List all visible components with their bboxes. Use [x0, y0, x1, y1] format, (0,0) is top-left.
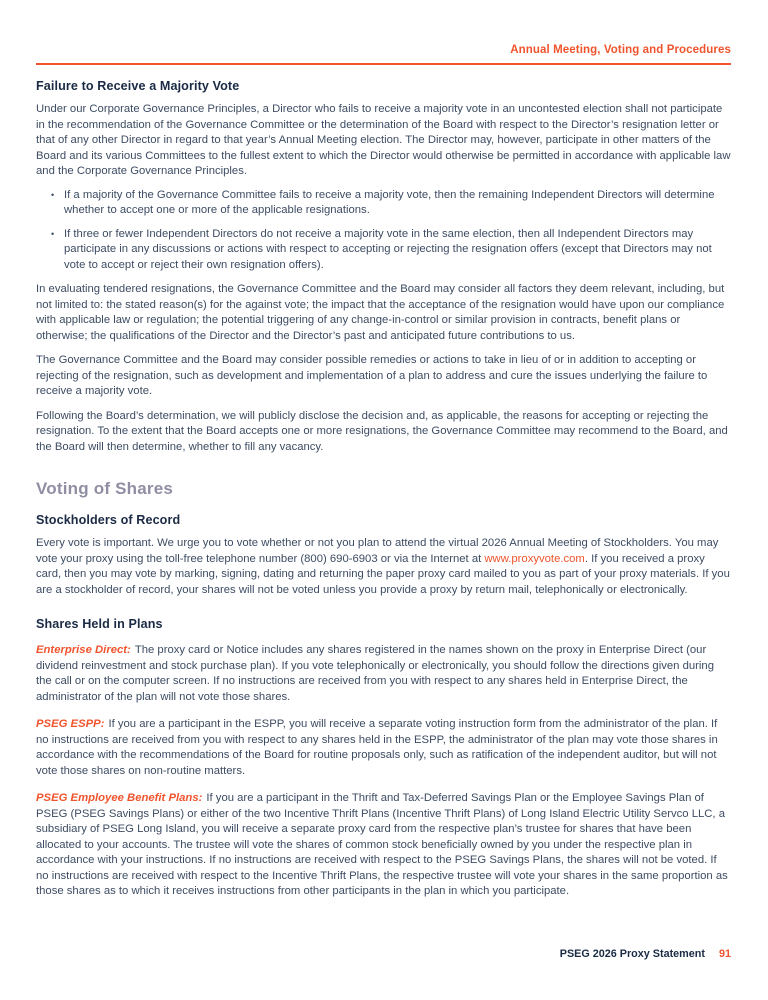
- pseg-employee-benefit-plans-lead: PSEG Employee Benefit Plans:: [36, 792, 203, 804]
- bullet-text: If a majority of the Governance Committee fails to receive a majority vote, then the remaining Independent Directors will determine whether to accept one or more of the applicable resignations.: [64, 188, 715, 216]
- bullet-text: If three or fewer Independent Directors do not receive a majority vote in the same election, then all Independent Directors may participate in any discussions or actions with respect to accepting or rejecting the resignation offers (except that Directors may not vote to accept or reject their own resignation offers).: [64, 227, 712, 271]
- paragraph-remedies: The Governance Committee and the Board may consider possible remedies or actions to take in lieu of or in addition to accepting or rejecting of the resignation, such as development and implementation of a plan to address and cure the issues underlying the failure to receive a majority vote.: [36, 354, 708, 397]
- breadcrumb-label: Annual Meeting, Voting and Procedures: [510, 44, 731, 56]
- page-footer: [560, 948, 731, 960]
- heading-voting-of-shares: Voting of Shares: [36, 479, 174, 498]
- enterprise-direct-lead: Enterprise Direct:: [36, 644, 131, 656]
- stockholders-text-before-link: Every vote is important. We urge you to vote whether or not you plan to attend the virtual 2026 Annual Meeting of Stockholders. You may vote your proxy using the toll-free telephone number (800) 690-6903 or via the Internet at: [36, 537, 719, 565]
- list-item: [51, 227, 731, 274]
- heading-stockholders-of-record: Stockholders of Record: [36, 513, 181, 527]
- paragraph-pseg-espp: [36, 717, 731, 779]
- paragraph-majority-vote-intro: Under our Corporate Governance Principles, a Director who fails to receive a majority vote in an uncontested election shall not participate in the recommendation of the Governance Committee or the determination of the Board with respect to the Director’s resignation letter or that of any other Director in regard to that year’s Annual Meeting election. The Director may, however, participate in other matters of the Board and its various Committees to the fullest extent to which the Director would otherwise be permitted in accordance with applicable law and the Corporate Governance Principles.: [36, 103, 731, 177]
- page-number: 91: [718, 948, 731, 960]
- pseg-espp-lead: PSEG ESPP:: [36, 718, 105, 730]
- paragraph-evaluating-resignations: In evaluating tendered resignations, the Governance Committee and the Board may consider all factors they deem relevant, including, but not limited to: the stated reason(s) for the against vote; the impact that the acceptance of the resignation would have upon our compliance with applicable law or regulation; the potential triggering of any change-in-control or similar provision in contracts, benefit plans or otherwise; the qualifications of the Director and the Director’s past and anticipated future contributions to us.: [36, 283, 725, 342]
- proxyvote-link[interactable]: www.proxyvote.com: [484, 552, 585, 565]
- paragraph-following-determination: Following the Board’s determination, we will publicly disclose the decision and, as applicable, the reasons for accepting or rejecting the resignation. To the extent that the Board accepts one or more resignations, the Governance Committee may recommend to the Board, and the Board will then determine, whether to fill any vacancy.: [36, 409, 728, 453]
- heading-shares-held-in-plans: Shares Held in Plans: [36, 617, 163, 631]
- bullet-icon: •: [51, 228, 55, 239]
- list-item: [51, 188, 731, 219]
- heading-failure-majority-vote: Failure to Receive a Majority Vote: [36, 79, 240, 93]
- breadcrumb: [36, 44, 731, 65]
- bullet-icon: •: [51, 189, 55, 200]
- pseg-espp-text: If you are a participant in the ESPP, you will receive a separate voting instruction form from the administrator of the plan. If no instructions are received from you with respect to any shares held in the ESPP, the administrator of the plan may vote those shares in accordance with the recommendations of the Board for routine proposals only, such as ratification of the independent auditor, but will not vote those shares on non-routine matters.: [36, 718, 718, 777]
- paragraph-enterprise-direct: [36, 643, 731, 705]
- paragraph-stockholders-of-record: [36, 536, 731, 598]
- paragraph-pseg-employee-benefit-plans: [36, 791, 731, 900]
- footer-label: PSEG 2026 Proxy Statement: [559, 948, 705, 960]
- enterprise-direct-text: The proxy card or Notice includes any shares registered in the names shown on the proxy in Enterprise Direct (our dividend reinvestment and stock purchase plan). If you vote telephonically or electronically, you should follow the directions given during the call or on the computer screen. If no instructions are received from you with respect to any shares held in Enterprise Direct, the administrator of the plan will not vote those shares.: [36, 644, 714, 703]
- stockholders-text-after-link: . If you received a proxy card, then you may vote by marking, signing, dating and returning the paper proxy card mailed to you as part of your proxy materials. If you are a stockholder of record, your shares will not be voted unless you provide a proxy by return mail, telephonically or electronically.: [36, 552, 730, 596]
- pseg-employee-benefit-plans-text: If you are a participant in the Thrift and Tax-Deferred Savings Plan or the Employee Savings Plan of PSEG (PSEG Savings Plans) or either of the two Incentive Thrift Plans (Incentive Thrift Plans) of Long Island Electric Utility Servco LLC, a subsidiary of PSEG Long Island, you will receive a separate proxy card from the respective plan’s trustee for shares that have been allocated to your accounts. The trustee will vote the shares of common stock beneficially owned by you under the respective plan in accordance with your instructions. If no instructions are received with respect to the PSEG Savings Plans, the shares will not be voted. If no instructions are received with respect to the Incentive Thrift Plans, the respective trustee will vote your shares in the same proportion as those shares as to which it receives instructions from other participants in the plan in which you participate.: [36, 792, 728, 897]
